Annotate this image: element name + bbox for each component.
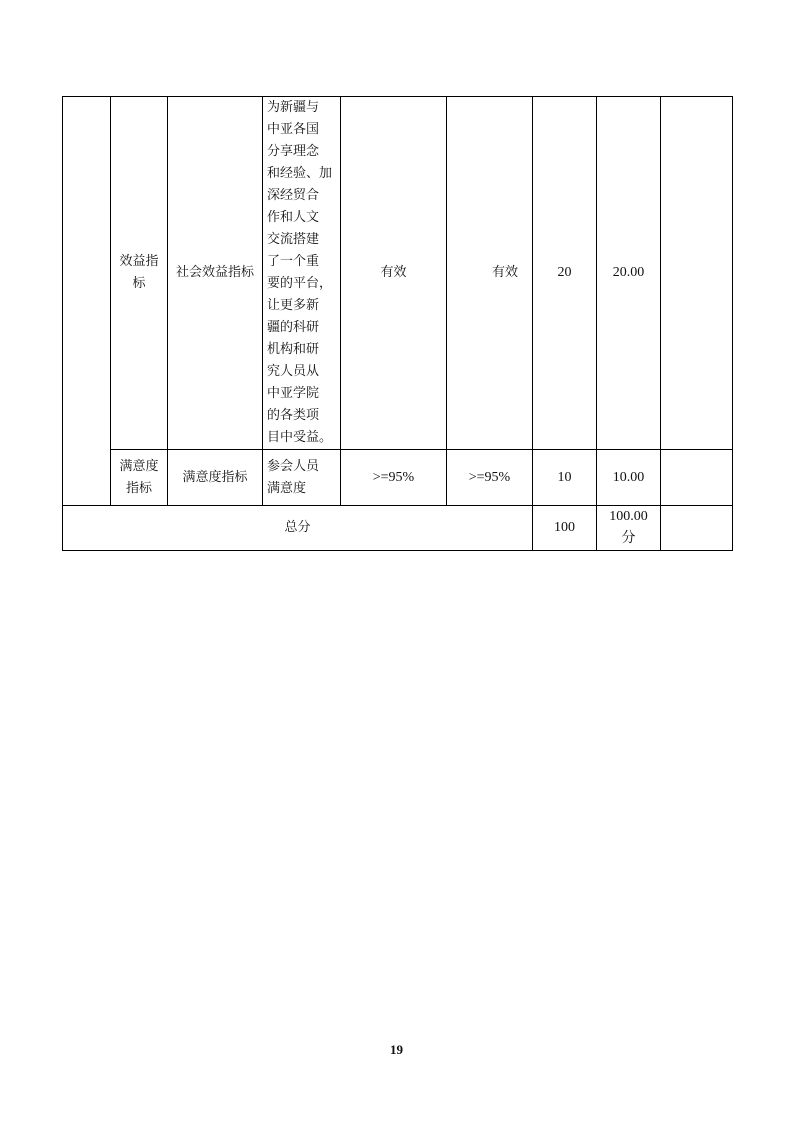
third-level-indicator: 社会效益指标 [168,97,263,450]
actual-value: 有效 [447,97,533,450]
second-level-indicator: 效益指 [119,254,159,269]
indicator-line: 为新疆与 [267,100,320,115]
indicator-line: 参会人员 [267,458,320,474]
note-cell [661,506,733,551]
indicator-content-cell [263,97,341,450]
second-level-indicator: 指标 [125,480,152,496]
total-score-unit: 分 [621,531,636,546]
third-level-indicator: 满意度指标 [168,450,263,506]
indicator-content-cell [263,450,341,506]
second-level-indicator: 满意度 [119,458,159,474]
target-value: >=95% [341,450,447,506]
table-row-total [63,506,733,551]
table-row [63,450,733,506]
score-value: 10.00 [597,450,661,506]
indicator-line: 让更多新 [267,298,320,313]
actual-value: >=95% [447,450,533,506]
indicator-line: 交流搭建 [267,232,320,247]
second-level-indicator: 标 [132,276,146,291]
indicator-line: 目中受益。 [267,430,333,445]
total-label: 总分 [63,506,533,551]
indicator-line: 作和人文 [267,210,320,225]
indicator-line: 的各类项 [267,408,320,423]
indicator-line: 究人员从 [267,364,320,379]
first-level-indicator-cell [63,97,111,506]
indicator-line: 中亚学院 [267,386,320,401]
weight-value: 10 [533,450,597,506]
weight-value: 20 [533,97,597,450]
indicator-line: 分享理念 [267,144,320,159]
indicator-line: 满意度 [267,480,307,496]
target-value: 有效 [341,97,447,450]
total-score-cell [597,506,661,551]
table-row [63,97,733,450]
indicator-line: 深经贸合 [267,188,320,203]
indicator-line: 了一个重 [267,254,320,269]
indicator-line: 机构和研 [267,342,320,357]
second-level-indicator-cell [111,97,168,450]
indicator-line: 要的平台， [267,276,333,291]
note-cell [661,450,733,506]
indicator-line: 和经验、加 [267,166,333,181]
page-number: 19 [390,1042,403,1057]
performance-table [62,96,733,551]
second-level-indicator-cell [111,450,168,506]
indicator-line: 中亚各国 [267,122,320,137]
note-cell [661,97,733,450]
indicator-line: 疆的科研 [267,320,320,335]
total-weight: 100 [533,506,597,551]
score-value: 20.00 [597,97,661,450]
total-score: 100.00 [609,509,648,524]
